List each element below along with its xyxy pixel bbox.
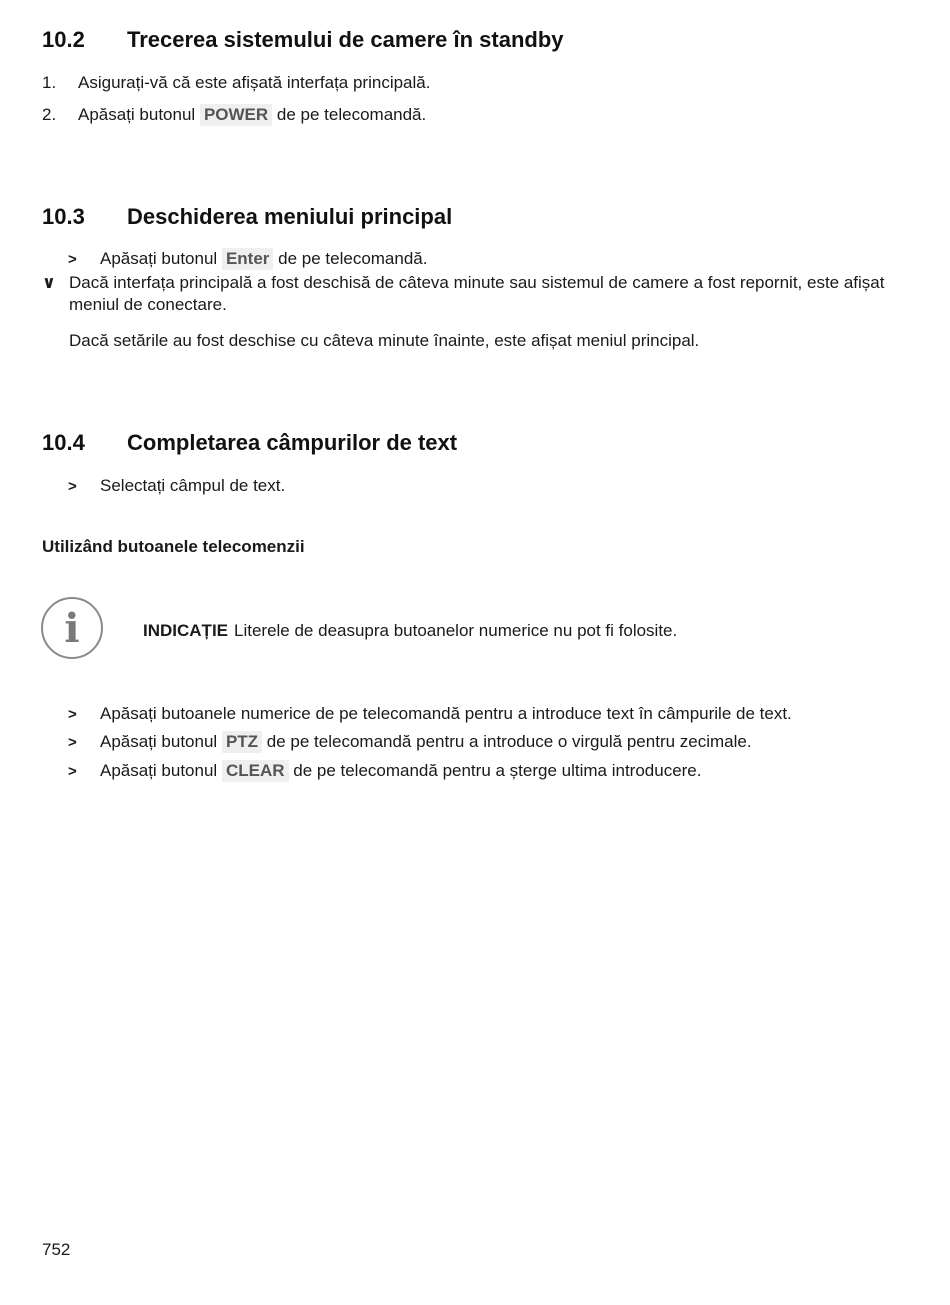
action-text: Apăsați butoanele numerice de pe telecomandă pentru a introduce text în câmpurile de text. [100, 704, 792, 723]
action-step [68, 475, 285, 498]
action-text-pre: Apăsați butonul [100, 249, 218, 268]
action-step [68, 248, 427, 271]
action-text-pre: Apăsați butonul [100, 732, 218, 751]
action-text: Selectați câmpul de text. [100, 476, 286, 495]
section-title-10-2 [42, 27, 564, 53]
step-text: Asigurați-vă că este afișată interfața principală. [78, 73, 431, 92]
section-number: 10.4 [42, 430, 85, 455]
section-number: 10.3 [42, 204, 85, 229]
remote-button-label: CLEAR [222, 760, 289, 782]
step-text-post: de pe telecomandă. [276, 105, 427, 124]
action-text-post: de pe telecomandă pentru a introduce o virgulă pentru zecimale. [266, 732, 752, 751]
info-text: Literele de deasupra butoanelor numerice nu pot fi folosite. [234, 621, 678, 640]
result-step [42, 272, 902, 316]
action-marker-icon: > [68, 706, 77, 723]
action-step [68, 703, 792, 726]
section-heading: Completarea câmpurilor de text [127, 430, 458, 455]
step-2 [42, 104, 426, 126]
result-text: Dacă interfața principală a fost deschisă de câteva minute sau sistemul de camere a fost repornit, este afișat meniul de conectare. [69, 273, 885, 314]
result-marker-icon: ∨ [42, 273, 56, 292]
step-number: 2. [42, 105, 57, 124]
action-marker-icon: > [68, 478, 77, 495]
info-icon: i [41, 597, 103, 659]
step-number: 1. [42, 73, 57, 92]
subheading: Utilizând butoanele telecomenzii [42, 537, 305, 556]
action-step [68, 731, 752, 754]
section-heading: Deschiderea meniului principal [127, 204, 453, 229]
step-text-pre: Apăsați butonul [78, 105, 196, 124]
action-text-post: de pe telecomandă pentru a șterge ultima introducere. [293, 761, 702, 780]
info-note [143, 620, 677, 642]
action-step [68, 760, 701, 783]
section-number: 10.2 [42, 27, 85, 52]
action-marker-icon: > [68, 763, 77, 780]
section-title-10-4 [42, 430, 457, 456]
remote-button-label: Enter [222, 248, 273, 270]
info-label: INDICAȚIE [143, 621, 228, 640]
remote-button-label: POWER [200, 104, 272, 126]
action-text-post: de pe telecomandă. [278, 249, 428, 268]
step-1 [42, 72, 430, 94]
page-number: 752 [42, 1240, 71, 1259]
note-paragraph: Dacă setările au fost deschise cu câteva minute înainte, este afișat meniul principal. [69, 331, 700, 350]
action-text-pre: Apăsați butonul [100, 761, 218, 780]
section-title-10-3 [42, 204, 452, 230]
section-heading: Trecerea sistemului de camere în standby [127, 27, 564, 52]
action-marker-icon: > [68, 251, 77, 268]
remote-button-label: PTZ [222, 731, 262, 753]
action-marker-icon: > [68, 734, 77, 751]
